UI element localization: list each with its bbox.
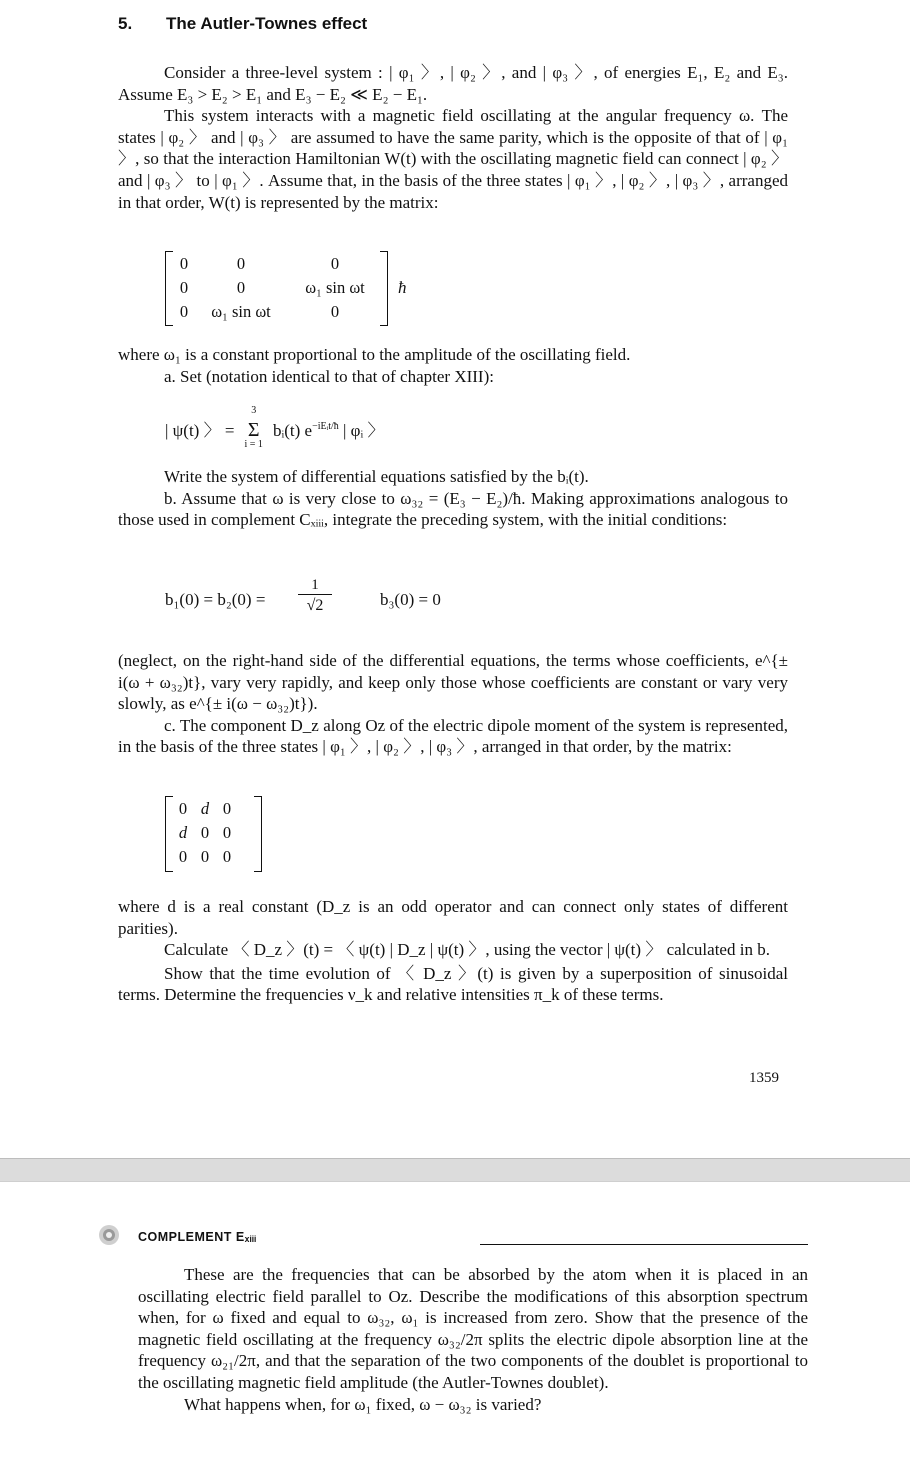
matrix-w-cell: ω₁ sin ωt [211,302,271,321]
psi-term: bᵢ(t) e [272,421,313,440]
paragraph-9: where d is a real constant (D_z is an odd operator and can connect only states of different parities). [118,897,788,938]
matrix-d-cell: 0 [222,799,232,818]
matrix-w-factor: ħ [398,278,407,297]
paragraph-10: Calculate 〈 D_z 〉(t) = 〈 ψ(t) | D_z | ψ(t) 〉, using the vector | ψ(t) 〉 calculated in b. [164,940,770,960]
psi-ket: | φᵢ 〉 [343,421,385,440]
complement-rule [480,1244,808,1245]
paragraph-2: This system interacts with a magnetic field oscillating at the angular frequency ω. The states | φ₂ 〉 and | φ₃ 〉 are assumed to have the same parity, which is the opposite of that of | φ₁ 〉, so that the interaction Hamiltonian W(t) with the oscillating magnetic field can connect | φ₂ 〉 and | φ₃ 〉 to | φ₁ 〉. Assume that, in the basis of the three states | φ₁ 〉, | φ₂ 〉, | φ₃ 〉, arranged in that order, W(t) is represented by the matrix: [118,106,788,212]
paragraph-5: Write the system of differential equations satisfied by the bᵢ(t). [164,467,589,486]
matrix-w-cell: 0 [179,278,189,297]
matrix-d-cell: d [200,799,210,818]
matrix-w-cell: ω₁ sin ωt [305,278,365,297]
text-block-5 [118,896,788,1006]
matrix-w-cell: 0 [330,254,340,273]
complement-header: COMPLEMENT Eₓᵢᵢᵢ [138,1230,257,1244]
sum-upper-limit: 3 [251,405,257,416]
text-block-3 [118,466,788,531]
paragraph-6: b. Assume that ω is very close to ω₃₂ = (E₃ − E₂)/ħ. Making approximations analogous to those used in complement Cₓᵢᵢᵢ, integrate the preceding system, with the initial conditions: [118,488,788,530]
equation-psi [165,405,385,450]
sum-symbol: Σ [247,419,260,441]
fraction-denominator: √2 [306,597,324,614]
page-number: 1359 [749,1070,779,1086]
paragraph-12: These are the frequencies that can be absorbed by the atom when it is placed in an oscillating electric field parallel to Oz. Describe the modifications of this absorption spectrum when, for ω fixed and equal to ω₃₂, ω₁ is increased from zero. Show that the presence of the magnetic field oscillating at the frequency ω₃₂/2π splits the electric dipole absorption line at the frequency ω₂₁/2π, and that the separation of the two components of the doublet is proportional to the oscillating magnetic field amplitude (the Autler-Townes doublet). [138,1265,808,1392]
matrix-w-cell: 0 [179,254,189,273]
matrix-d-cell: 0 [200,847,210,866]
matrix-d-cell: 0 [178,799,188,818]
section-heading [118,14,367,34]
matrix-d [172,797,238,869]
page-separator [0,1158,910,1182]
paragraph-7: (neglect, on the right-hand side of the differential equations, the terms whose coefficients, e^{± i(ω + ω₃₂)t}, vary very rapidly, and keep only those whose coefficients are constant or vary very slowly, as e^{± i(ω − ω₃₂)t}). [118,651,788,714]
matrix-w-cell: 0 [330,302,340,321]
section-number: 5. [118,14,133,33]
fraction-numerator: 1 [298,576,332,595]
matrix-d-cell: 0 [222,823,232,842]
paragraph-4: a. Set (notation identical to that of chapter XIII): [164,366,494,386]
initial-conditions-right: b₃(0) = 0 [380,590,441,609]
matrix-w [171,252,385,324]
section-title: The Autler-Townes effect [166,14,368,33]
paragraph-13: What happens when, for ω₁ fixed, ω − ω₃₂ is varied? [184,1394,542,1414]
paragraph-11: Show that the time evolution of 〈 D_z 〉(t) is given by a superposition of sinusoidal terms. Determine the frequencies ν_k and relative intensities π_k of these terms. [118,963,788,1005]
matrix-w-cell: 0 [236,278,246,297]
matrix-w-right-bracket [380,251,388,326]
paragraph-3: where ω₁ is a constant proportional to the amplitude of the oscillating field. [118,345,631,364]
matrix-w-cell: 0 [179,302,189,321]
paragraph-8: c. The component D_z along Oz of the electric dipole moment of the system is represented, in the basis of the three states | φ₁ 〉, | φ₂ 〉, | φ₃ 〉, arranged in that order, by the matrix: [118,715,788,757]
summation [243,405,265,450]
matrix-d-cell: 0 [200,823,210,842]
library-stamp-icon [96,1222,122,1248]
matrix-d-cell: 0 [178,847,188,866]
intro-text [118,62,788,213]
psi-exponent: −iEᵢt/ħ [312,421,339,432]
sum-lower-limit: i = 1 [244,439,263,450]
text-block-4 [118,650,788,758]
text-block-6 [138,1264,808,1415]
matrix-d-right-bracket [254,796,262,872]
psi-lhs: | ψ(t) 〉 = [165,421,235,440]
matrix-w-cell: 0 [236,254,246,273]
matrix-d-cell: d [178,823,188,842]
matrix-d-cell: 0 [222,847,232,866]
paragraph-1: Consider a three-level system : | φ₁ 〉, | φ₂ 〉, and | φ₃ 〉, of energies E₁, E₂ and E₃. Assume E₃ > E₂ > E₁ and E₃ − E₂ ≪ E₂ − E₁. [118,63,788,104]
initial-conditions-left: b₁(0) = b₂(0) = [165,590,266,609]
text-block-2 [118,344,788,387]
fraction [298,576,332,617]
